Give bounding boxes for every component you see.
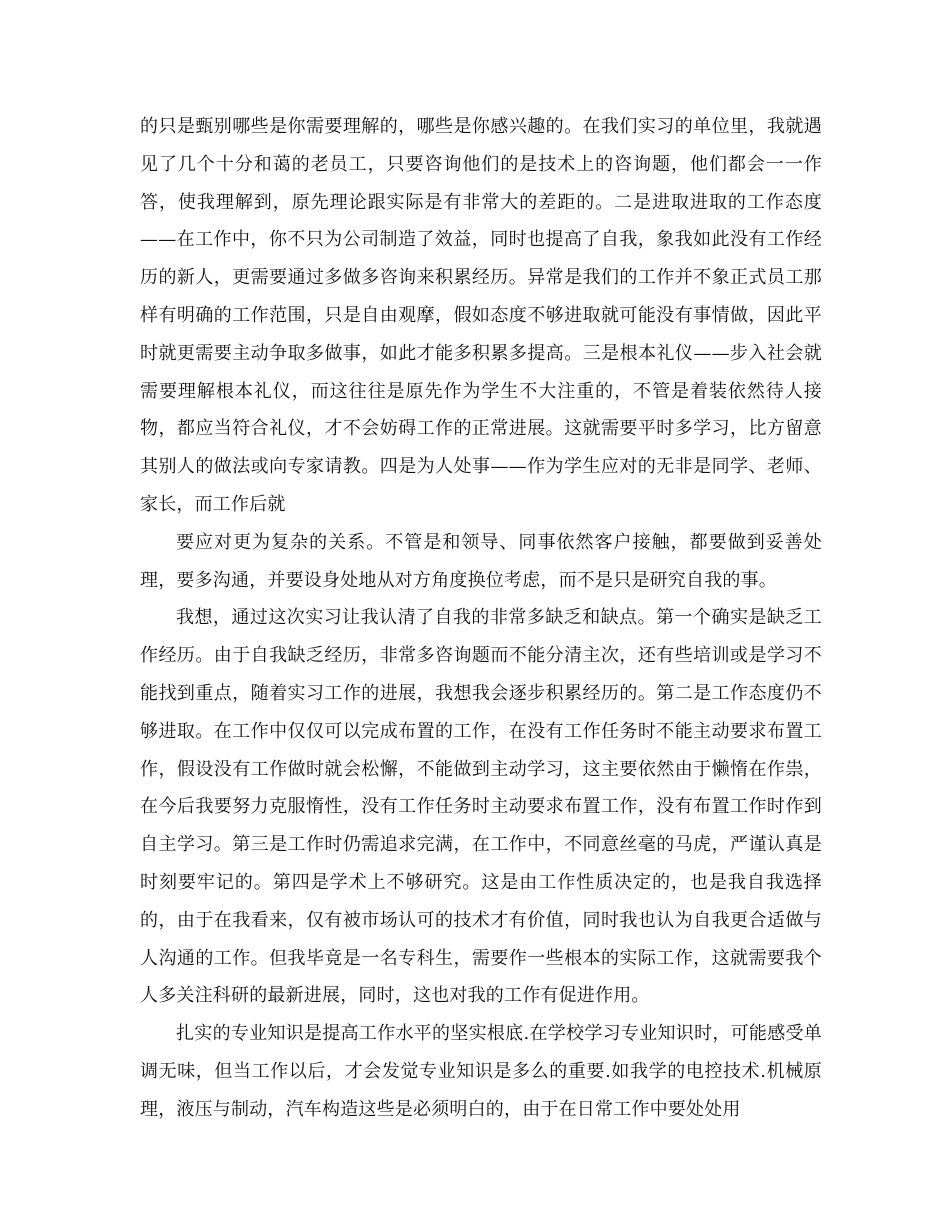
document-body <box>140 108 822 1129</box>
paragraph-1: 的只是甄别哪些是你需要理解的，哪些是你感兴趣的。在我们实习的单位里，我就遇见了几个十分和蔼的老员工，只要咨询他们的是技术上的咨询题，他们都会一一作答，使我理解到，原先理论跟实际是有非常大的差距的。二是进取进取的工作态度——在工作中，你不只为公司制造了效益，同时也提高了自我，象我如此没有工作经历的新人，更需要通过多做多咨询来积累经历。异常是我们的工作并不象正式员工那样有明确的工作范围，只是自由观摩，假如态度不够进取就可能没有事情做，因此平时就更需要主动争取多做事，如此才能多积累多提高。三是根本礼仪——步入社会就需要理解根本礼仪，而这往往是原先作为学生不大注重的，不管是着装依然待人接物，都应当符合礼仪，才不会妨碍工作的正常进展。这就需要平时多学习，比方留意其别人的做法或向专家请教。四是为人处事——作为学生应对的无非是同学、老师、家长，而工作后就 <box>140 116 822 515</box>
paragraph-4: 扎实的专业知识是提高工作水平的坚实根底.在学校学习专业知识时，可能感受单调无味，但当工作以后，才会发觉专业知识是多么的重要.如我学的电控技术.机械原理，液压与制动，汽车构造这些是必须明白的，由于在日常工作中要处处用 <box>140 1023 822 1120</box>
paragraph-3: 我想，通过这次实习让我认清了自我的非常多缺乏和缺点。第一个确实是缺乏工作经历。由于自我缺乏经历，非常多咨询题而不能分清主次，还有些培训或是学习不能找到重点，随着实习工作的进展，我想我会逐步积累经历的。第二是工作态度仍不够进取。在工作中仅仅可以完成布置的工作，在没有工作任务时不能主动要求布置工作，假设没有工作做时就会松懈，不能做到主动学习，这主要依然由于懒惰在作祟，在今后我要努力克服惰性，没有工作任务时主动要求布置工作，没有布置工作时作到自主学习。第三是工作时仍需追求完满，在工作中，不同意丝毫的马虎，严谨认真是时刻要牢记的。第四是学术上不够研究。这是由工作性质决定的，也是我自我选择的，由于在我看来，仅有被市场认可的技术才有价值，同时我也认为自我更合适做与人沟通的工作。但我毕竟是一名专科生，需要作一些根本的实际工作，这就需要我个人多关注科研的最新进展，同时，这也对我的工作有促进作用。 <box>140 607 822 1007</box>
paragraph-2: 要应对更为复杂的关系。不管是和领导、同事依然客户接触，都要做到妥善处理，要多沟通，并要设身处地从对方角度换位考虑，而不是只是研究自我的事。 <box>140 531 822 591</box>
